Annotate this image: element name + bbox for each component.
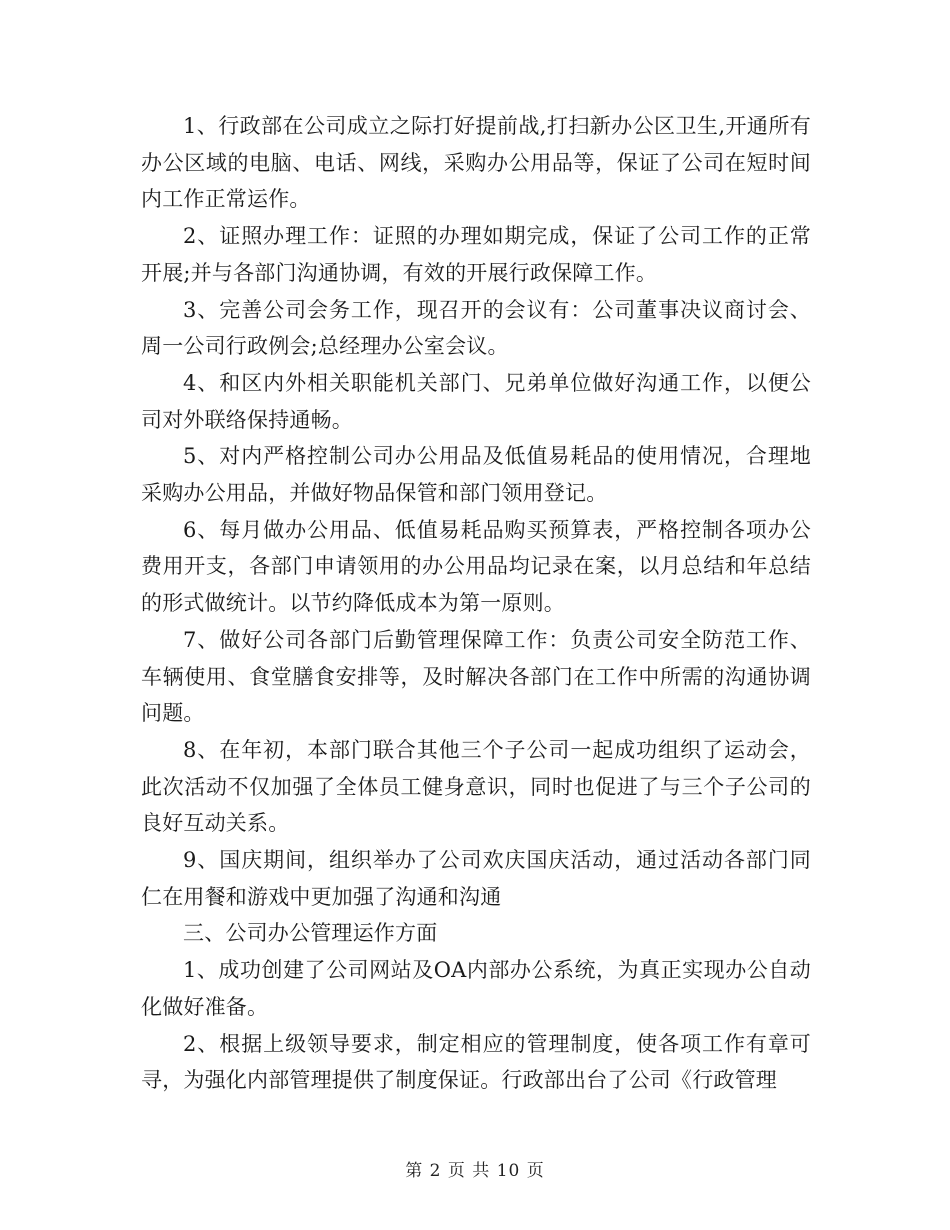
paragraph: 1、行政部在公司成立之际打好提前战,打扫新办公区卫生,开通所有办公区域的电脑、电话、网线，采购办公用品等，保证了公司在短时间内工作正常运作。: [141, 114, 811, 212]
page-number-footer: 第 2 页 共 10 页: [405, 1161, 545, 1181]
paragraph: 2、证照办理工作：证照的办理如期完成，保证了公司工作的正常开展;并与各部门沟通协调，有效的开展行政保障工作。: [141, 224, 811, 285]
paragraph: 9、国庆期间，组织举办了公司欢庆国庆活动，通过活动各部门同仁在用餐和游戏中更加强了沟通和沟通: [141, 848, 811, 909]
paragraph: 6、每月做办公用品、低值易耗品购买预算表，严格控制各项办公费用开支，各部门申请领用的办公用品均记录在案，以月总结和年总结的形式做统计。以节约降低成本为第一原则。: [141, 517, 811, 616]
paragraph: 7、做好公司各部门后勤管理保障工作：负责公司安全防范工作、车辆使用、食堂膳食安排等，及时解决各部门在工作中所需的沟通协调问题。: [141, 627, 811, 726]
paragraph: 1、成功创建了公司网站及OA内部办公系统，为真正实现办公自动化做好准备。: [141, 958, 811, 1019]
paragraph: 2、根据上级领导要求，制定相应的管理制度，使各项工作有章可寻，为强化内部管理提供了制度保证。行政部出台了公司《行政管理: [141, 1031, 811, 1093]
paragraph: 5、对内严格控制公司办公用品及低值易耗品的使用情况，合理地采购办公用品，并做好物品保管和部门领用登记。: [141, 444, 811, 506]
document-body: [141, 108, 811, 1099]
section-heading: 三、公司办公管理运作方面: [183, 921, 438, 946]
paragraph: 4、和区内外相关职能机关部门、兄弟单位做好沟通工作，以便公司对外联络保持通畅。: [141, 370, 811, 432]
paragraph: 3、完善公司会务工作，现召开的会议有：公司董事决议商讨会、周一公司行政例会;总经理办公室会议。: [141, 297, 811, 359]
paragraph: 8、在年初，本部门联合其他三个子公司一起成功组织了运动会，此次活动不仅加强了全体员工健身意识，同时也促进了与三个子公司的良好互动关系。: [141, 737, 811, 836]
